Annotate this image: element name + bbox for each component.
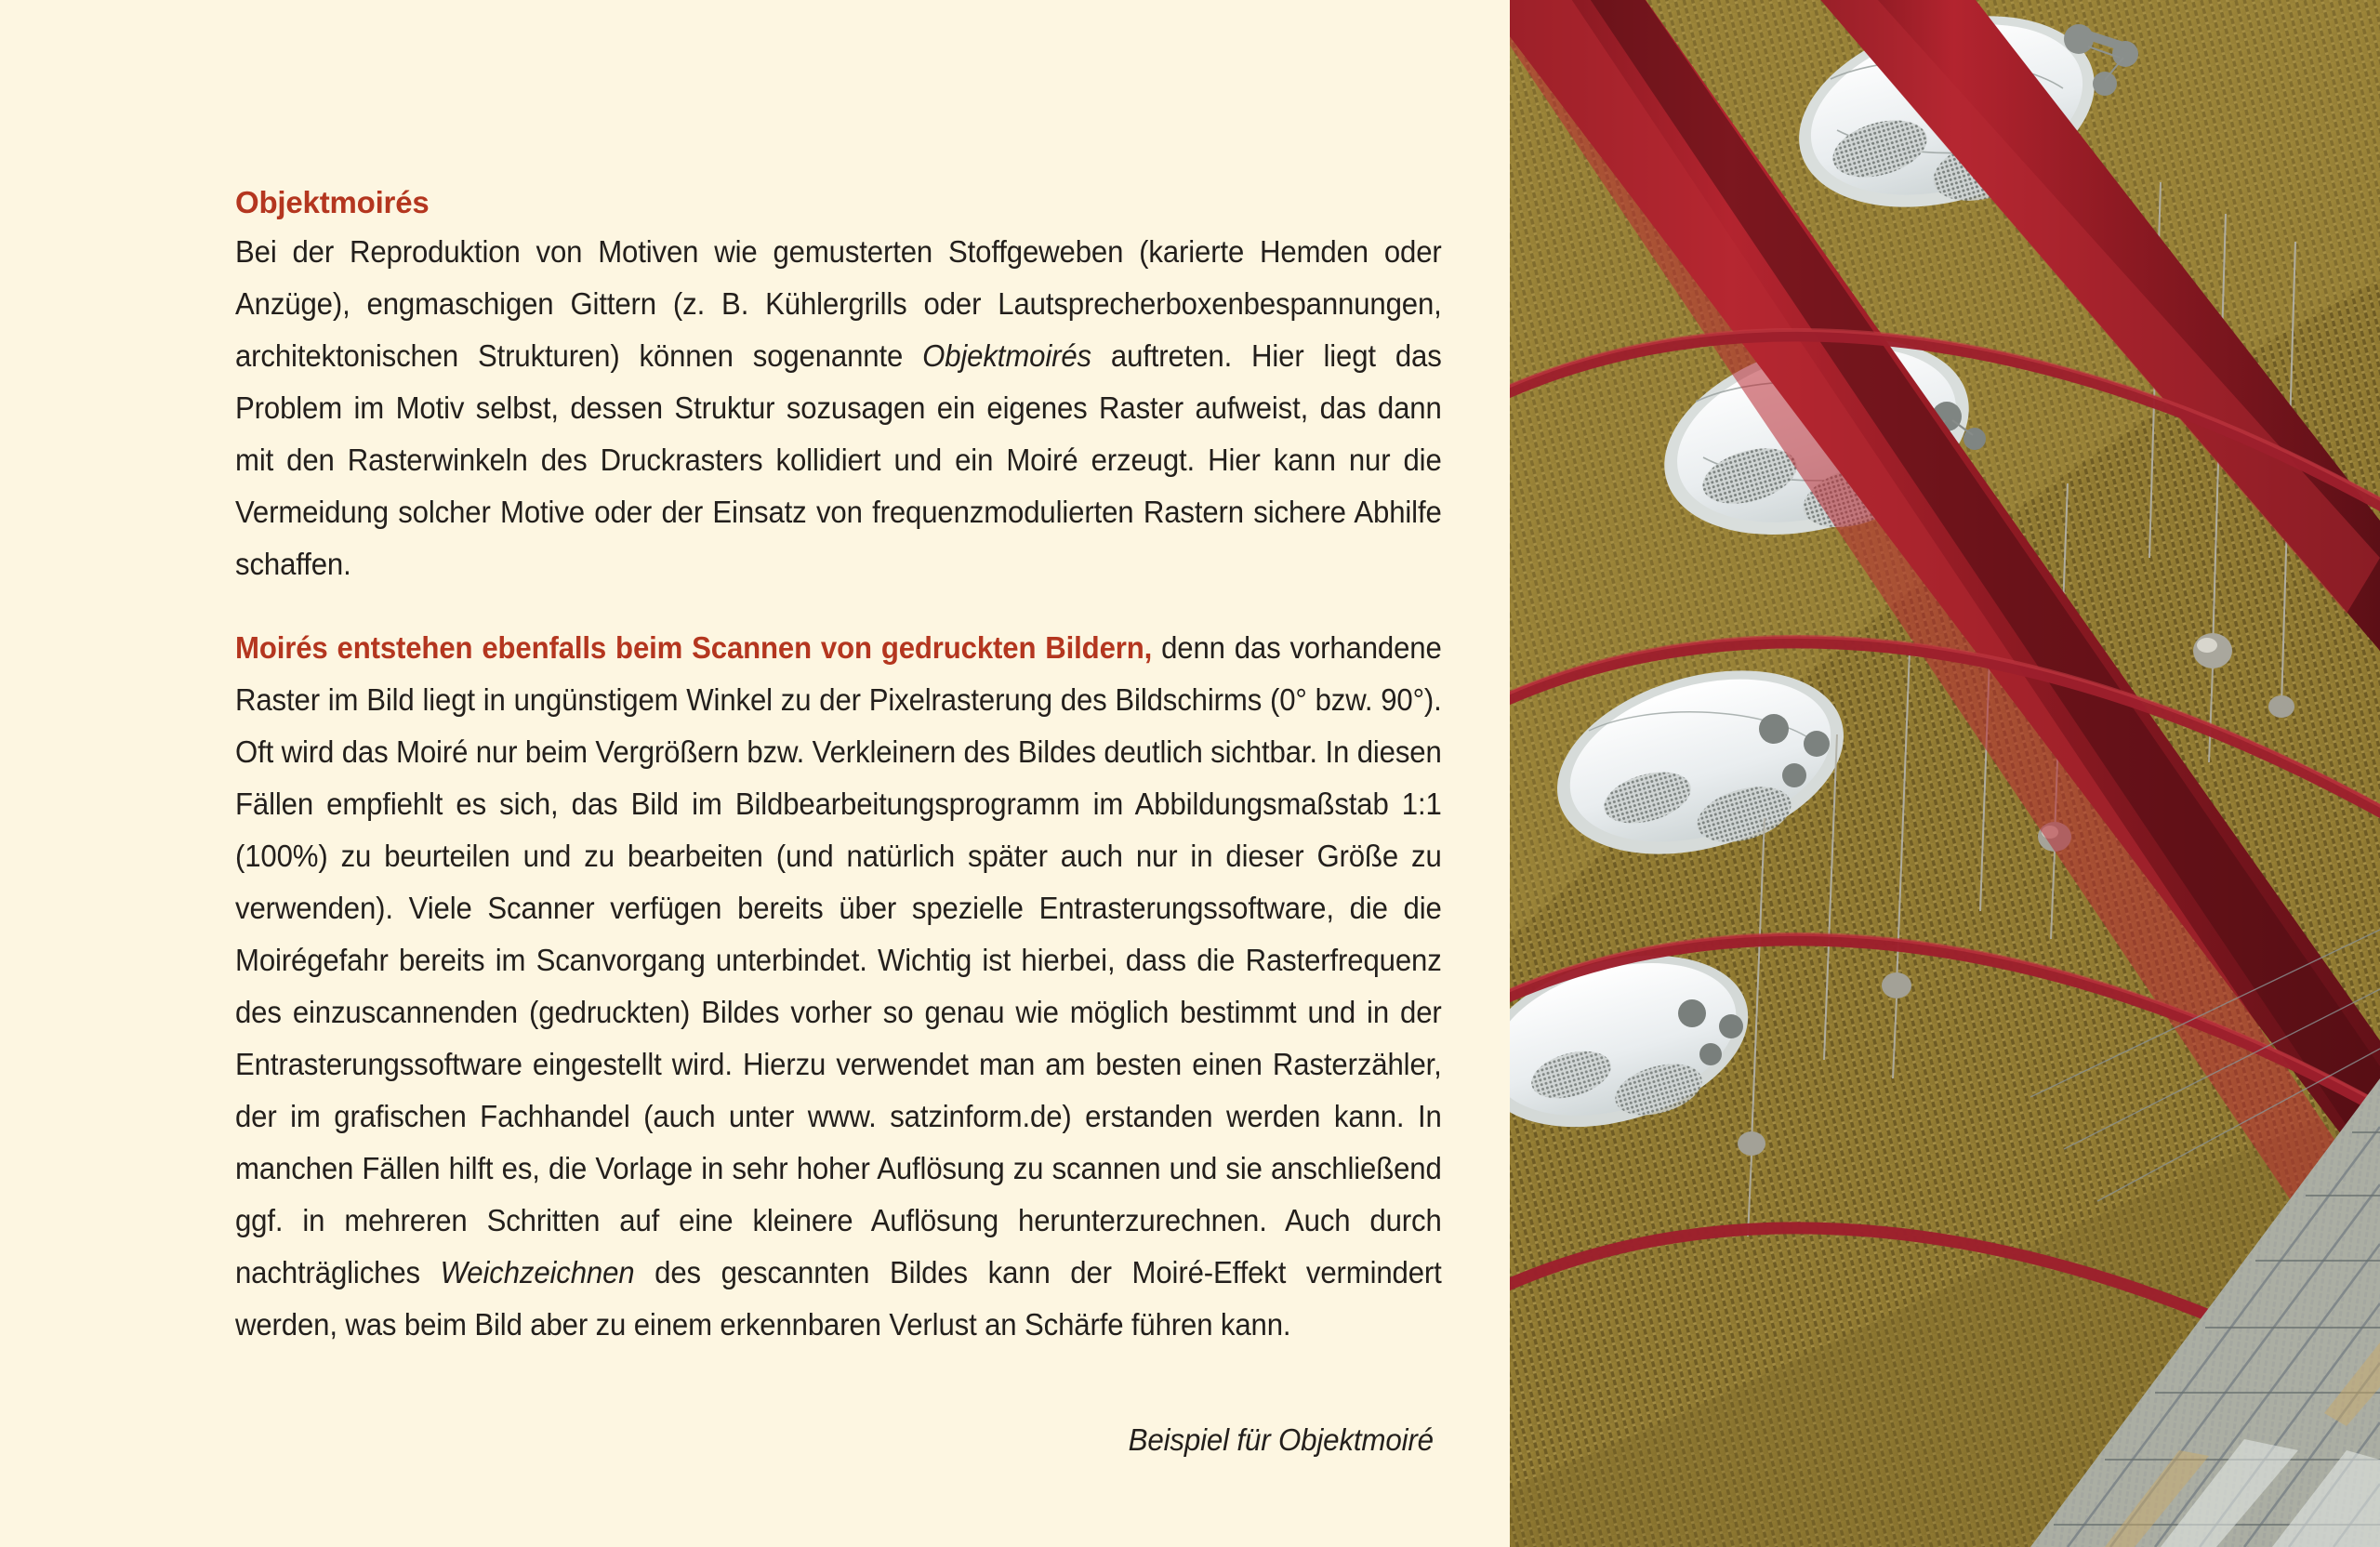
paragraph-objektmoires: [235, 227, 1442, 591]
ceiling-photo-illustration: [1510, 0, 2380, 1547]
figure-caption-text: Beispiel für Objektmoiré: [1129, 1422, 1435, 1457]
paragraph-2-italic-term: Weichzeichnen: [440, 1255, 635, 1290]
section-heading: Objektmoirés: [235, 185, 430, 219]
paragraph-1-part-2: auftreten. Hier liegt das Problem im Motiv selbst, dessen Struktur sozusagen ein eigenes Raster aufweist, das dann mit den Rasterwinkeln des Druckrasters kollidiert und ein Moiré erzeugt. Hier kann nur die Vermeidung solcher Motive oder der Einsatz von frequenzmodulierten Rastern sichere Abhilfe schaffen.: [235, 338, 1442, 582]
paragraph-1-part-1: Bei der Reproduktion von Motiven wie gemusterten Stoffgeweben (karierte Hemden oder Anzüge), engmaschigen Gittern (z. B. Kühlergrills oder Lautsprecherboxenbespannungen, architektonischen Strukturen) können sogenannte: [235, 234, 1442, 374]
paragraph-2-part-1: denn das vorhandene Raster im Bild liegt in ungünstigem Winkel zu der Pixelrasterung des Bildschirms (0° bzw. 90°). Oft wird das Moiré nur beim Vergrößern bzw. Verkleinern des Bildes deutlich sichtbar. In diesen Fällen empfiehlt es sich, das Bild im Bildbearbeitungsprogramm im Abbildungsmaßstab 1:1 (100%) zu beurteilen und zu bearbeiten (und natürlich später auch nur in dieser Größe zu verwenden). Viele Scanner verfügen bereits über spezielle Entrasterungssoftware, die die Moirégefahr bereits im Scanvorgang unterbindet. Wichtig ist hierbei, dass die Rasterfrequenz des einzuscannenden (gedruckten) Bildes vorher so genau wie möglich bestimmt und in der Entrasterungssoftware eingestellt wird. Hierzu verwendet man am besten einen Rasterzähler, der im grafischen Fachhandel (auch unter www. satzinform.de) erstanden werden kann. In manchen Fällen hilft es, die Vorlage in sehr hoher Auflösung zu scannen und sie anschließend ggf. in mehreren Schritten auf eine kleinere Auflösung herunterzurechnen. Auch durch nachträgliches: [235, 630, 1442, 1290]
paragraph-2-part-2: des gescannten Bildes kann der Moiré-Effekt vermindert werden, was beim Bild aber zu einem erkennbaren Verlust an Schärfe führen kann.: [235, 1255, 1442, 1342]
paragraph-scannen: [235, 623, 1442, 1352]
figure-caption: [235, 1422, 1442, 1458]
article-text-block: [235, 183, 1442, 1352]
paragraph-2-lead-in: Moirés entstehen ebenfalls beim Scannen von gedruckten Bildern,: [235, 630, 1153, 666]
paragraph-1-italic-term: Objektmoirés: [922, 338, 1091, 374]
figure-photo: [1510, 0, 2380, 1547]
